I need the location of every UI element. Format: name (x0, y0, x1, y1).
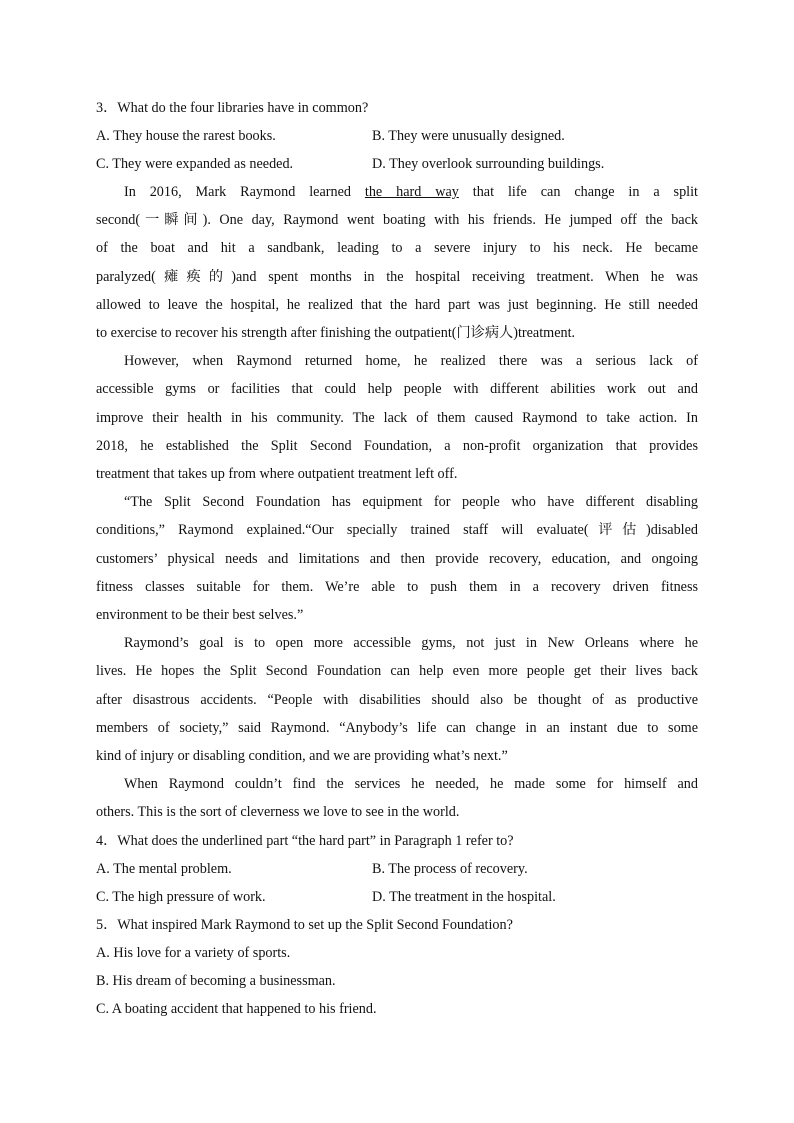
passage-paragraph-1 (96, 178, 698, 347)
paragraph-3-line-3: customers’ physical needs and limitations and then provide recovery, education, and ongoing (96, 550, 698, 567)
underlined-phrase: the hard way (364, 184, 459, 200)
question-5-option-b: B. His dream of becoming a businessman. (96, 972, 336, 989)
paragraph-2-line-2: accessible gyms or facilities that could help people with different abilities work out and (96, 381, 698, 398)
paragraph-1-line-2: second(一瞬间). One day, Raymond went boating with his friends. He jumped off the back (96, 212, 698, 229)
passage-paragraph-2 (96, 347, 698, 488)
paragraph-3-line-4: fitness classes suitable for them. We’re able to push them in a recovery driven fitness (96, 578, 698, 595)
document-page (96, 94, 698, 1023)
paragraph-4-line-4: members of society,” said Raymond. “Anybody’s life can change in an instant due to some (96, 719, 698, 736)
paragraph-4-line-2: lives. He hopes the Split Second Foundation can help even more people get their lives back (96, 663, 698, 680)
paragraph-1-line-4: paralyzed(瘫痪的)and spent months in the hospital receiving treatment. When he was (96, 268, 698, 285)
question-3-option-d: D. They overlook surrounding buildings. (372, 156, 605, 172)
question-4-option-a: A. The mental problem. (96, 860, 232, 877)
paragraph-4-line-5: kind of injury or disabling condition, and we are providing what’s next.” (96, 748, 508, 765)
passage-paragraph-4 (96, 629, 698, 770)
question-4-stem: 4．What does the underlined part “the hard part” in Paragraph 1 refer to? (96, 832, 514, 849)
paragraph-2-line-4: 2018, he established the Split Second Foundation, a non-profit organization that provides (96, 437, 698, 454)
paragraph-3-line-1: “The Split Second Foundation has equipment for people who have different disabling (124, 494, 698, 511)
question-5-stem: 5．What inspired Mark Raymond to set up the Split Second Foundation? (96, 916, 513, 933)
question-3-options-row-1 (96, 122, 698, 150)
question-3-option-c: C. They were expanded as needed. (96, 156, 294, 172)
paragraph-2-line-3: improve their health in his community. The lack of them caused Raymond to take action. In (96, 409, 698, 426)
paragraph-1-line-3: of the boat and hit a sandbank, leading to a severe injury to his neck. He became (96, 240, 698, 257)
question-4-option-b: B. The process of recovery. (372, 860, 528, 877)
question-4-option-d: D. The treatment in the hospital. (372, 888, 556, 905)
paragraph-1-line-1-start: In 2016, Mark Raymond learned (124, 184, 365, 200)
passage-paragraph-5 (96, 770, 698, 826)
passage-paragraph-3 (96, 488, 698, 629)
paragraph-3-line-2: conditions,” Raymond explained.“Our specially trained staff will evaluate(评估)disabled (96, 522, 698, 539)
paragraph-1-line-1 (96, 178, 698, 206)
paragraph-1-line-5: allowed to leave the hospital, he realized that the hard part was just beginning. He still needed (96, 296, 698, 313)
question-4-option-c: C. The high pressure of work. (96, 888, 266, 905)
question-5-option-a: A. His love for a variety of sports. (96, 944, 291, 961)
question-3-option-b: B. They were unusually designed. (372, 128, 565, 144)
paragraph-4-line-1: Raymond’s goal is to open more accessible gyms, not just in New Orleans where he (124, 635, 698, 652)
paragraph-3-line-5: environment to be their best selves.” (96, 607, 304, 624)
paragraph-5-line-1: When Raymond couldn’t find the services he needed, he made some for himself and (124, 776, 698, 793)
question-4-options-row-1 (96, 855, 698, 883)
paragraph-1-line-1-end: that life can change in a split (458, 184, 698, 200)
question-4-options-row-2 (96, 883, 698, 911)
paragraph-1-line-6: to exercise to recover his strength after finishing the outpatient(门诊病人)treatment. (96, 325, 576, 342)
question-3-options-row-2 (96, 150, 698, 178)
paragraph-2-line-5: treatment that takes up from where outpatient treatment left off. (96, 466, 458, 483)
question-3-option-a: A. They house the rarest books. (96, 128, 276, 144)
paragraph-5-line-2: others. This is the sort of cleverness we love to see in the world. (96, 804, 460, 821)
paragraph-2-line-1: However, when Raymond returned home, he realized there was a serious lack of (124, 353, 698, 370)
question-3-stem: 3．What do the four libraries have in common? (96, 100, 369, 116)
question-5-option-c: C. A boating accident that happened to his friend. (96, 1000, 377, 1017)
paragraph-4-line-3: after disastrous accidents. “People with disabilities should also be thought of as productive (96, 691, 698, 708)
